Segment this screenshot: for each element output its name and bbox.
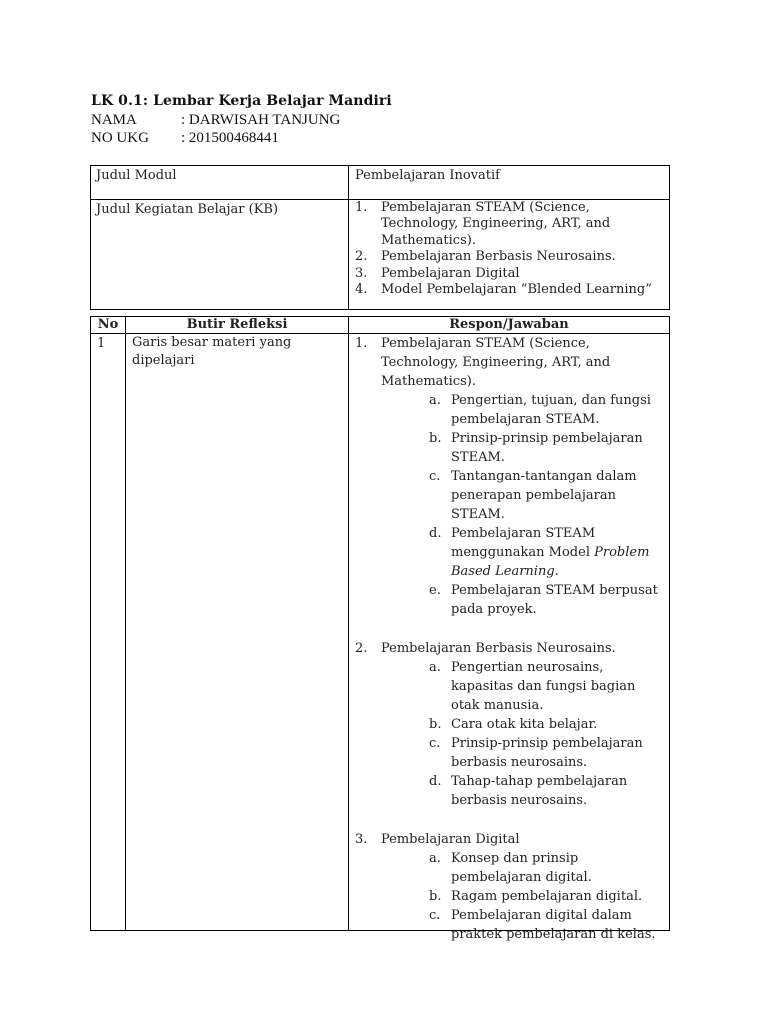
subtopic-letter: c. — [429, 736, 441, 751]
respon-content — [355, 334, 665, 944]
nama-value: : DARWISAH TANJUNG — [181, 112, 341, 128]
subtopic-text: Tantangan-tantangan dalam penerapan pembelajaran STEAM. — [451, 469, 637, 522]
subtopic-text: Prinsip-prinsip pembelajaran berbasis neurosains. — [451, 736, 643, 770]
header-butir-refleksi: Butir Refleksi — [186, 317, 288, 332]
no-ukg-value: : 201500468441 — [181, 130, 279, 146]
subtopic-letter: a. — [429, 851, 441, 866]
subtopic-letter: a. — [429, 660, 441, 675]
subtopic-list — [381, 658, 665, 810]
respon-section — [355, 639, 665, 810]
subtopic-letter: b. — [429, 717, 442, 732]
subtopic-letter: b. — [429, 431, 442, 446]
subtopic-letter: e. — [429, 583, 441, 598]
nama-label: NAMA — [91, 112, 137, 128]
kb-item-text: Pembelajaran STEAM (Science, Technology, Engineering, ART, and Mathematics). — [381, 200, 611, 248]
kb-list-item — [355, 249, 663, 265]
subtopic-letter: b. — [429, 889, 442, 904]
subtopic-text: Pembelajaran digital dalam praktek pembelajaran di kelas. — [451, 908, 656, 942]
header-respon-jawaban: Respon/Jawaban — [449, 317, 569, 332]
subtopic-italic-text: Problem Based Learning — [451, 545, 650, 579]
butir-refleksi-text: Garis besar materi yang dipelajari — [132, 335, 292, 368]
kb-item-number: 2. — [355, 249, 368, 265]
section-title: Pembelajaran STEAM (Science, Technology, Engineering, ART, and Mathematics). — [381, 336, 611, 389]
subtopic-text: Pembelajaran STEAM menggunakan Model — [451, 526, 596, 560]
judul-kb-label: Judul Kegiatan Belajar (KB) — [96, 202, 279, 217]
judul-modul-value: Pembelajaran Inovatif — [355, 168, 500, 183]
subtopic-text: Cara otak kita belajar. — [451, 717, 598, 732]
respon-section — [355, 334, 665, 619]
section-spacer — [355, 619, 665, 639]
subtopic-list — [381, 391, 665, 619]
subtopic-letter: a. — [429, 393, 441, 408]
subtopic-text: Tahap-tahap pembelajaran berbasis neurosains. — [451, 774, 628, 808]
subtopic-text: Pembelajaran STEAM berpusat pada proyek. — [451, 583, 658, 617]
kb-list-item — [355, 266, 663, 282]
section-title: Pembelajaran Berbasis Neurosains. — [381, 641, 616, 656]
kb-item-number: 4. — [355, 282, 368, 298]
section-spacer — [355, 810, 665, 830]
row-number: 1 — [97, 336, 106, 351]
judul-modul-label: Judul Modul — [96, 168, 177, 183]
info-row-nama — [91, 112, 340, 129]
section-title: Pembelajaran Digital — [381, 832, 520, 847]
kb-item-number: 1. — [355, 200, 368, 215]
judul-kb-list — [355, 200, 663, 298]
subtopic-text: Pengertian neurosains, kapasitas dan fungsi bagian otak manusia. — [451, 660, 636, 713]
subtopic-item — [381, 467, 665, 524]
subtopic-item — [381, 906, 665, 944]
respon-section — [355, 830, 665, 944]
subtopic-item — [381, 849, 665, 887]
subtopic-tail: . — [554, 564, 559, 579]
subtopic-item — [381, 391, 665, 429]
kb-item-text: Pembelajaran Digital — [381, 265, 520, 281]
subtopic-list — [381, 849, 665, 944]
subtopic-letter: c. — [429, 908, 441, 923]
subtopic-item — [381, 772, 665, 810]
document-title: LK 0.1: Lembar Kerja Belajar Mandiri — [91, 93, 392, 109]
subtopic-item — [381, 734, 665, 772]
subtopic-text: Pengertian, tujuan, dan fungsi pembelajaran STEAM. — [451, 393, 651, 427]
subtopic-text: Prinsip-prinsip pembelajaran STEAM. — [451, 431, 643, 465]
kb-item-text: Model Pembelajaran “Blended Learning” — [381, 282, 652, 298]
subtopic-item — [381, 429, 665, 467]
subtopic-text: Konsep dan prinsip pembelajaran digital. — [451, 851, 592, 885]
subtopic-item — [381, 581, 665, 619]
no-ukg-label: NO UKG — [91, 130, 149, 146]
subtopic-item — [381, 715, 665, 734]
header-no: No — [97, 317, 119, 332]
subtopic-item — [381, 524, 665, 581]
kb-item-number: 3. — [355, 265, 368, 281]
section-number: 3. — [355, 832, 368, 847]
kb-list-item — [355, 200, 663, 249]
subtopic-letter: c. — [429, 469, 441, 484]
section-number: 1. — [355, 336, 368, 351]
subtopic-text: Ragam pembelajaran digital. — [451, 889, 643, 904]
subtopic-item — [381, 887, 665, 906]
subtopic-letter: d. — [429, 774, 442, 789]
kb-list-item — [355, 282, 663, 298]
info-row-no-ukg — [91, 130, 279, 147]
subtopic-letter: d. — [429, 526, 442, 541]
kb-item-text: Pembelajaran Berbasis Neurosains. — [381, 249, 616, 265]
section-number: 2. — [355, 641, 368, 656]
subtopic-item — [381, 658, 665, 715]
